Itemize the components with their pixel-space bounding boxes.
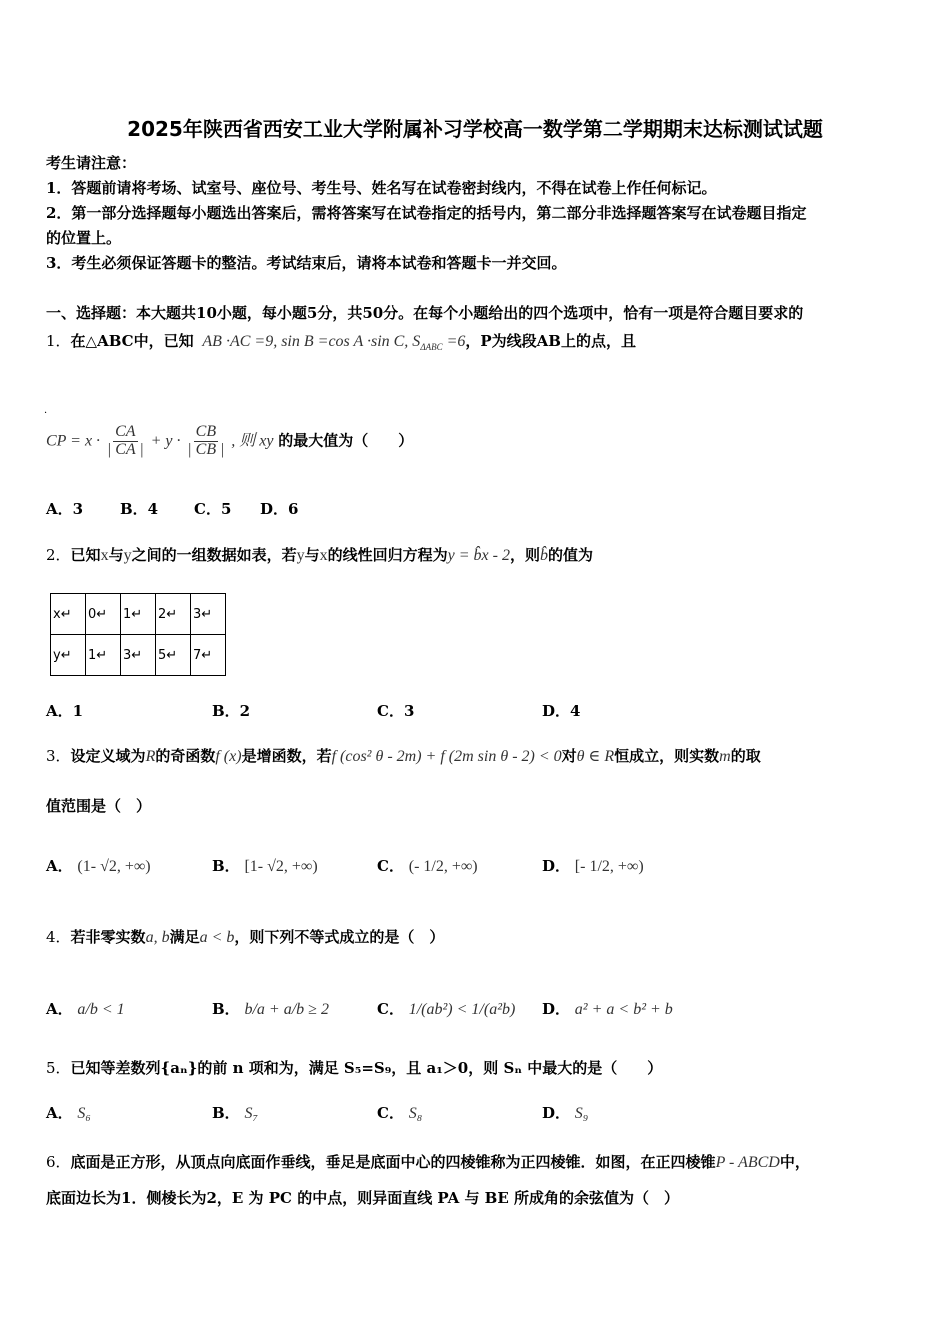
table-cell: 2↵: [156, 594, 191, 635]
question-text: 在△ABC中，已知: [70, 332, 194, 350]
question-text: 底面边长为1．侧棱长为2，E 为 PC 的中点，则异面直线 PA 与 BE 所成角的余弦值为（ ）: [46, 1189, 680, 1207]
question-text: 值范围是（ ）: [46, 797, 152, 815]
option-b[interactable]: B． b/a + a/b ≥ 2: [212, 1000, 329, 1018]
question-number: 1．: [46, 332, 71, 350]
notice-heading: 考生请注意：: [46, 154, 137, 172]
question-6: 6．底面是正方形，从顶点向底面作垂线，垂足是底面中心的四棱锥称为正四棱锥．如图，在正四棱锥P - ABCD中，: [46, 1153, 810, 1171]
question-text: ，P为线段AB上的点，且: [465, 332, 636, 350]
page-title: 2025年陕西省西安工业大学附属补习学校高一数学第二学期期末达标测试试题: [127, 117, 823, 141]
option-d[interactable]: D． [- 1/2, +∞): [542, 857, 644, 875]
table-cell: 1↵: [86, 635, 121, 676]
question-2: 2．已知x与y之间的一组数据如表，若y与x的线性回归方程为y = b̂x - 2，则b̂的值为: [46, 546, 593, 564]
data-table: [50, 593, 226, 676]
option-c[interactable]: C．5: [194, 500, 232, 518]
stray-dot: ·: [44, 408, 48, 419]
option-a[interactable]: A． S₆: [46, 1104, 91, 1122]
option-c[interactable]: C． (- 1/2, +∞): [377, 857, 478, 875]
option-d[interactable]: D．6: [260, 500, 299, 518]
option-a[interactable]: A．3: [46, 500, 84, 518]
table-cell: 5↵: [156, 635, 191, 676]
option-d[interactable]: D． a² + a < b² + b: [542, 1000, 673, 1018]
table-cell: 1↵: [121, 594, 156, 635]
table-cell: 0↵: [86, 594, 121, 635]
vector-equation: CP = x · $\frac{CA}{| CA |}$ + y · $\frac{CB}{| CB |}$ , 则 xy 的最大值为（ ）: [46, 423, 414, 458]
question-4: 4．若非零实数a, b满足a < b，则下列不等式成立的是（ ）: [46, 928, 445, 946]
table-cell: 3↵: [121, 635, 156, 676]
option-d[interactable]: D． S₉: [542, 1104, 589, 1122]
option-b[interactable]: B． [1- √2, +∞): [212, 857, 318, 875]
question-1: [46, 330, 636, 352]
option-a[interactable]: A． a/b < 1: [46, 1000, 125, 1018]
question-3: 3．设定义域为R的奇函数f (x)是增函数，若f (cos² θ - 2m) + f (2m sin θ - 2) < 0对θ ∈ R恒成立，则实数m的取: [46, 747, 761, 765]
option-c[interactable]: C． 1/(ab²) < 1/(a²b): [377, 1000, 516, 1018]
table-cell: 7↵: [191, 635, 226, 676]
notice-item: 1．答题前请将考场、试室号、座位号、考生号、姓名写在试卷密封线内，不得在试卷上作任何标记。: [46, 179, 717, 197]
section-heading: 一、选择题：本大题共10小题，每小题5分，共50分。在每个小题给出的四个选项中，恰有一项是符合题目要求的: [46, 304, 804, 322]
table-row: [51, 594, 226, 635]
question-5: 5．已知等差数列{aₙ}的前 n 项和为，满足 S₅=S₉，且 a₁＞0，则 Sₙ 中最大的是（ ）: [46, 1059, 663, 1077]
option-b[interactable]: B．2: [212, 702, 251, 720]
math-condition: AB ·AC =9, sin B =cos A ·sin C, $S_{\Delta ABC} =6$: [202, 333, 466, 353]
table-cell: x↵: [51, 594, 86, 635]
notice-item: 2．第一部分选择题每小题选出答案后，需将答案写在试卷指定的括号内，第二部分非选择题答案写在试卷题目指定: [46, 204, 807, 222]
notice-item: 的位置上。: [46, 229, 122, 247]
option-a[interactable]: A．1: [46, 702, 84, 720]
option-b[interactable]: B． S₇: [212, 1104, 259, 1122]
table-cell: y↵: [51, 635, 86, 676]
option-d[interactable]: D．4: [542, 702, 581, 720]
option-c[interactable]: C． S₈: [377, 1104, 423, 1122]
notice-item: 3．考生必须保证答题卡的整洁。考试结束后，请将本试卷和答题卡一并交回。: [46, 254, 567, 272]
option-b[interactable]: B．4: [120, 500, 159, 518]
option-c[interactable]: C．3: [377, 702, 415, 720]
table-row: [51, 635, 226, 676]
option-a[interactable]: A． (1- √2, +∞): [46, 857, 151, 875]
table-cell: 3↵: [191, 594, 226, 635]
